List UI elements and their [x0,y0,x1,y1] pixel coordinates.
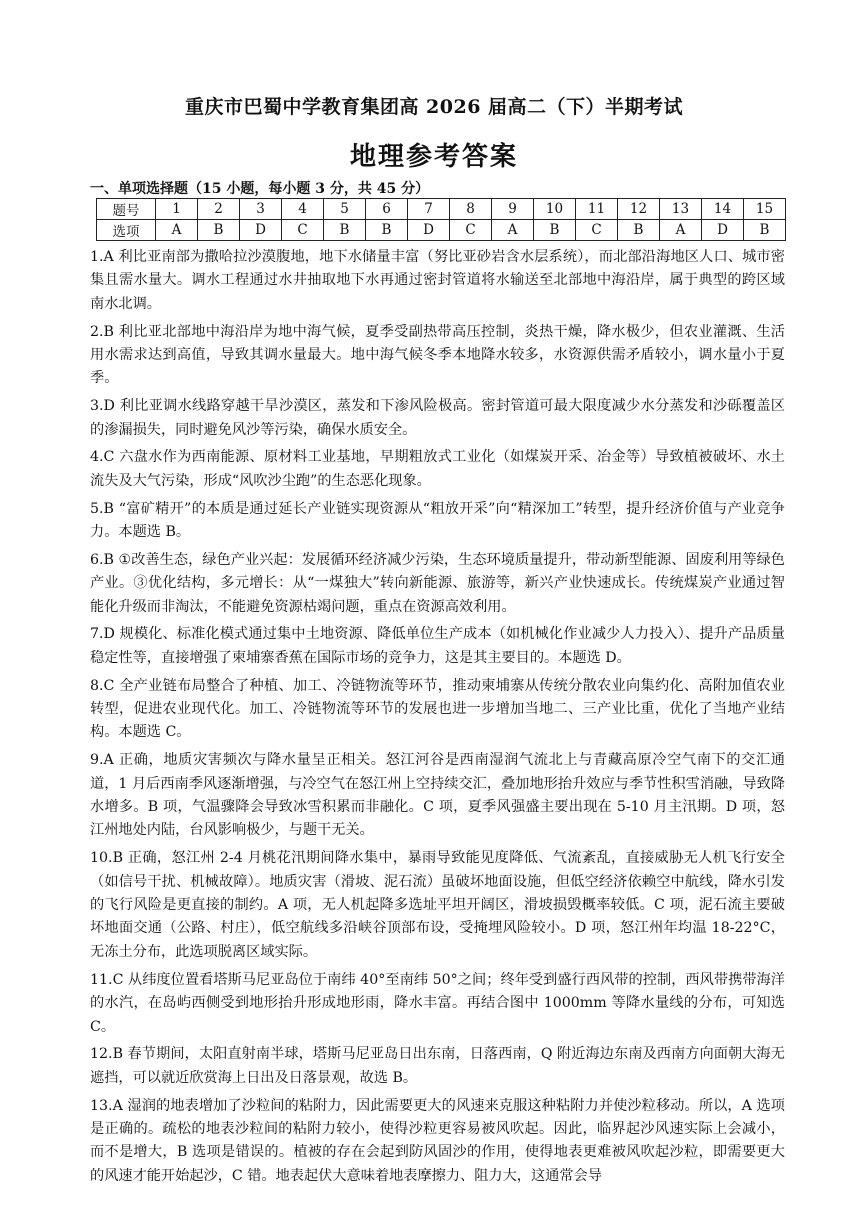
answer-option: A [492,220,534,241]
answer-option: B [198,220,240,241]
answer-option: B [744,220,786,241]
answer-option: C [450,220,492,241]
explanation-paragraph: 4.C 六盘水作为西南能源、原材料工业基地，早期粗放式工业化（如煤炭开采、冶金等）导致植被破坏、水土流失及大气污染，形成“风吹沙尘跑”的生态恶化现象。 [90,449,785,489]
answer-option: D [240,220,282,241]
explanation-paragraph: 10.B 正确，怒江州 2-4 月桃花汛期间降水集中，暴雨导致能见度降低、气流紊乱，直接威胁无人机飞行安全（如信号干扰、机械故障）。地质灾害（滑坡、泥石流）虽破坏地面设施，但低空经济依赖空中航线，降水引发的飞行风险是更直接的制约。A 项，无人机起降多选址平坦开阔区，滑坡损毁概率较低。C 项，泥石流主要破坏地面交通（公路、村庄），低空航线多沿峡谷顶部布设，受掩埋风险较小。D 项，怒江州年均温 18-22°C，无冻土分布，此选项脱离区域实际。 [90,850,785,960]
question-number: 11 [576,199,618,220]
question-number: 13 [660,199,702,220]
question-number: 6 [366,199,408,220]
question-number: 9 [492,199,534,220]
answer-option: A [156,220,198,241]
explanation-paragraph: 9.A 正确，地质灾害频次与降水量呈正相关。怒江河谷是西南湿润气流北上与青藏高原冷空气南下的交汇通道，1 月后西南季风逐渐增强，与冷空气在怒江州上空持续交汇，叠加地形抬升效应与季节性积雪消融，导致降水增多。B 项，气温骤降会导致冰雪积累而非融化。C 项，夏季风强盛主要出现在 5-10 月主汛期。D 项，怒江州地处内陆，台风影响极少，与题干无关。 [90,752,785,839]
explanation-paragraph: 5.B “富矿精开”的本质是通过延长产业链实现资源从“粗放开采”向“精深加工”转型，提升经济价值与产业竞争力。本题选 B。 [90,500,785,541]
answer-option: C [282,220,324,241]
question-number: 1 [156,199,198,220]
question-number: 15 [744,199,786,220]
question-number: 12 [618,199,660,220]
answer-option: B [324,220,366,241]
answer-option: D [408,220,450,241]
question-number: 10 [534,199,576,220]
question-number: 14 [702,199,744,220]
question-number: 5 [324,199,366,220]
answer-option: B [618,220,660,241]
explanation-paragraph: 8.C 全产业链布局整合了种植、加工、冷链物流等环节，推动柬埔寨从传统分散农业向集约化、高附加值农业转型，促进农业现代化。加工、冷链物流等环节的发展也进一步增加当地二、三产业比重，优化了当地产业结构。本题选 C。 [90,677,785,741]
answer-option: B [366,220,408,241]
answer-option: B [534,220,576,241]
section-heading: 一、单项选择题（15 小题，每小题 3 分，共 45 分） [90,181,430,197]
explanations [90,246,785,1193]
answer-option: A [660,220,702,241]
answer-option: C [576,220,618,241]
question-number: 4 [282,199,324,220]
row-label-question: 题号 [97,199,156,220]
answer-table [96,198,786,241]
question-number: 3 [240,199,282,220]
explanation-paragraph: 1.A 利比亚南部为撒哈拉沙漠腹地，地下水储量丰富（努比亚砂岩含水层系统），而北部沿海地区人口、城市密集且需水量大。调水工程通过水井抽取地下水再通过密封管道将水输送至北部地中海沿岸，属于典型的跨区域南水北调。 [90,249,785,312]
question-number-row [97,199,786,220]
question-number: 2 [198,199,240,220]
explanation-paragraph: 3.D 利比亚调水线路穿越干旱沙漠区，蒸发和下渗风险极高。密封管道可最大限度减少水分蒸发和沙砾覆盖区的渗漏损失，同时避免风沙等污染，确保水质安全。 [90,398,785,438]
page-title: 地理参考答案 [349,142,518,172]
question-number: 8 [450,199,492,220]
explanation-paragraph: 6.B ①改善生态，绿色产业兴起：发展循环经济减少污染，生态环境质量提升，带动新型能源、固废利用等绿色产业。③优化结构，多元增长：从“一煤独大”转向新能源、旅游等，新兴产业快速成长。传统煤炭产业通过智能化升级而非淘汰，不能避免资源枯竭问题，重点在资源高效利用。 [90,551,785,615]
explanation-paragraph: 13.A 湿润的地表增加了沙粒间的粘附力，因此需要更大的风速来克服这种粘附力并使沙粒移动。所以，A 选项是正确的。疏松的地表沙粒间的粘附力较小，使得沙粒更容易被风吹起。因此，临界起沙风速实际上会减小，而不是增大，B 选项是错误的。植被的存在会起到防风固沙的作用，使得地表更难被风吹起沙粒，即需要更大的风速才能开始起沙，C 错。地表起伏大意味着地表摩擦力、阻力大，这通常会导 [90,1097,785,1184]
row-label-answer: 选项 [97,220,156,241]
answer-option: D [702,220,744,241]
explanation-paragraph: 2.B 利比亚北部地中海沿岸为地中海气候，夏季受副热带高压控制，炎热干燥，降水极少，但农业灌溉、生活用水需求达到高值，导致其调水量最大。地中海气候冬季本地降水较多，水资源供需矛盾较小，调水量小于夏季。 [90,323,785,387]
question-number: 7 [408,199,450,220]
explanation-paragraph: 11.C 从纬度位置看塔斯马尼亚岛位于南纬 40°至南纬 50°之间；终年受到盛行西风带的控制，西风带携带海洋的水汽，在岛屿西侧受到地形抬升形成地形雨，降水丰富。再结合图中 1000mm 等降水量线的分布，可知选 C。 [90,971,785,1035]
answer-row [97,220,786,241]
exam-title: 重庆市巴蜀中学教育集团高 2026 届高二（下）半期考试 [184,96,684,118]
explanation-paragraph: 7.D 规模化、标准化模式通过集中土地资源、降低单位生产成本（如机械化作业减少人力投入）、提升产品质量稳定性等，直接增强了柬埔寨香蕉在国际市场的竞争力，这是其主要目的。本题选 D。 [90,626,785,666]
explanation-paragraph: 12.B 春节期间，太阳直射南半球，塔斯马尼亚岛日出东南，日落西南，Q 附近海边东南及西南方向面朝大海无遮挡，可以就近欣赏海上日出及日落景观，故选 B。 [90,1046,785,1086]
